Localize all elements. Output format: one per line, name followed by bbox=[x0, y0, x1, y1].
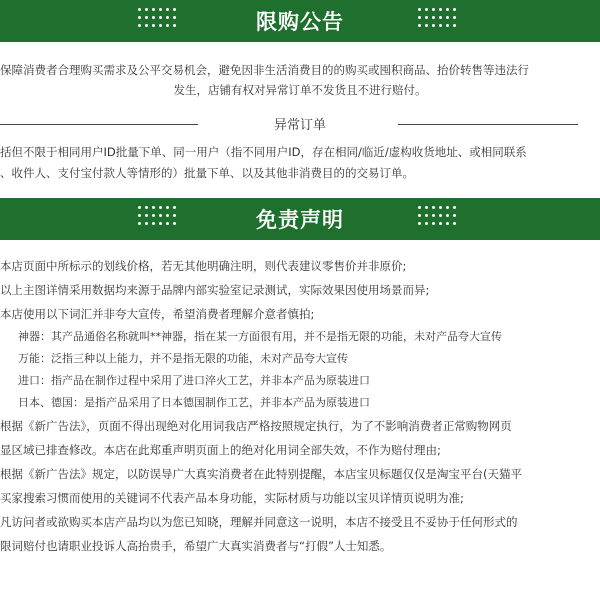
exception-line: 括但不限于相同用户ID批量下单、同一用户（指不同用户ID，存在相同/临近/虚构收货地址、或相同联系 bbox=[0, 145, 527, 159]
disclaimer-banner bbox=[0, 198, 600, 240]
disclaimer-subline: 万能：泛指三种以上能力，并不是指无限的功能，未对产品夸大宣传 bbox=[18, 352, 348, 365]
dot-grid-decoration bbox=[138, 206, 176, 225]
dot-grid-decoration bbox=[418, 8, 456, 27]
disclaimer-line: 显区域已排查修改。本店在此郑重声明页面上的绝对化用词全部失效，不作为赔付理由; bbox=[0, 443, 441, 457]
exception-subhead-label: 异常订单 bbox=[273, 118, 326, 133]
notice-title: 限购公告 bbox=[256, 10, 344, 34]
exception-body bbox=[0, 142, 600, 184]
notice-banner bbox=[0, 0, 600, 42]
disclaimer-line: 买家搜索习惯而使用的关键词不代表产品本身功能，实际材质与功能以宝贝详情页说明为准; bbox=[0, 491, 464, 505]
disclaimer-line: 根据《新广告法》规定，以防误导广大真实消费者在此特别提醒，本店宝贝标题仅仅是淘宝平台(天猫平 bbox=[0, 467, 522, 481]
disclaimer-line: 本店页面中所标示的划线价格，若无其他明确注明，则代表建议零售价并非原价; bbox=[0, 259, 407, 273]
disclaimer-subline: 进口：指产品在制作过程中采用了进口淬火工艺，并非本产品为原装进口 bbox=[18, 374, 370, 387]
disclaimer-line: 凡访问者或欲购买本店产品均以为您已知晓，理解并同意这一说明，本店不接受且不妥协于任何形式的 bbox=[0, 515, 518, 529]
notice-line: 发生，店铺有权对异常订单不发货且不进行赔付。 bbox=[173, 83, 427, 97]
dot-grid-decoration bbox=[138, 8, 176, 27]
notice-body bbox=[0, 60, 600, 100]
dot-grid-decoration bbox=[418, 206, 456, 225]
notice-line: 保障消费者合理购买需求及公平交易机会，避免因非生活消费目的的购买或囤积商品、抬价转售等违法行 bbox=[0, 63, 529, 77]
exception-line: 、收件人、支付宝付款人等情形的）批量下单、以及其他非消费目的的交易订单。 bbox=[0, 166, 414, 180]
disclaimer-line: 以上主图详情采用数据均来源于品牌内部实验室记录测试，实际效果因使用场景而异; bbox=[0, 283, 430, 297]
divider bbox=[398, 124, 578, 125]
disclaimer-line: 本店使用以下词汇并非夸大宣传，希望消费者理解介意者慎拍; bbox=[0, 307, 315, 321]
disclaimer-title: 免责声明 bbox=[256, 208, 344, 232]
disclaimer-subline: 神器：其产品通俗名称就叫**神器，指在某一方面很有用，并不是指无限的功能，未对产品夸大宣传 bbox=[18, 330, 502, 343]
disclaimer-subline: 日本、德国：是指产品采用了日本德国制作工艺，并非本产品为原装进口 bbox=[18, 396, 370, 409]
disclaimer-line: 根据《新广告法》，页面不得出现绝对化用词我店严格按照规定执行，为了不影响消费者正常购物网页 bbox=[0, 419, 512, 433]
disclaimer-line: 限词赔付也请职业投诉人高抬贵手，希望广大真实消费者与“打假”人士知悉。 bbox=[0, 539, 392, 553]
exception-subhead bbox=[0, 112, 600, 136]
disclaimer-body bbox=[0, 254, 600, 558]
